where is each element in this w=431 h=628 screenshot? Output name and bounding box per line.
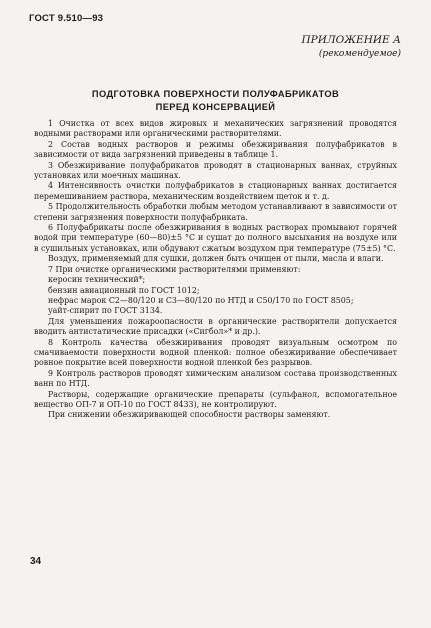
- appendix-note: (рекомендуемое): [318, 49, 401, 59]
- paragraph-4: 4 Интенсивность очистки полуфабрикатов в стационарных ваннах достигается перемешиванием раствора, механическим воздействием щеток и т. д.: [34, 181, 397, 201]
- solvent-list-item: нефрас марок С2—80/120 и С3—80/120 по НТД и С50/170 по ГОСТ 8505;: [48, 295, 354, 305]
- appendix-heading: [261, 33, 401, 61]
- paragraph-1: 1 Очистка от всех видов жировых и механических загрязнений проводятся водными растворами или органическими растворителями.: [34, 119, 397, 139]
- standard-number: ГОСТ 9.510—93: [29, 13, 104, 24]
- paragraph-8: 8 Контроль качества обезжиривания проводят визуальным осмотром по смачиваемости поверхности водной пленкой: полное обезжиривание обеспечивает ровное покрытие всей поверхности водной пленкой без разрывов.: [34, 337, 397, 368]
- solvent-list-item: уайт-спирит по ГОСТ 3134.: [48, 306, 163, 316]
- paragraph-replacement: При снижении обезжиривающей способности растворы заменяют.: [48, 410, 331, 420]
- paragraph-9: 9 Контроль растворов проводят химическим анализом состава производственных ванн по НТД.: [34, 368, 397, 389]
- paragraph-5: 5 Продолжительность обработки любым методом устанавливают в зависимости от степени загрязнения поверхности полуфабриката.: [34, 202, 397, 222]
- section-title-line-2: ПЕРЕД КОНСЕРВАЦИЕЙ: [155, 102, 276, 112]
- document-body: [34, 119, 397, 421]
- paragraph-air-drying: Воздух, применяемый для сушки, должен быть очищен от пыли, масла и влаги.: [48, 254, 384, 264]
- page-number: 34: [30, 556, 42, 567]
- solvent-list-item: керосин технический*;: [48, 275, 146, 285]
- paragraph-2: 2 Состав водных растворов и режимы обезжиривания полуфабрикатов в зависимости от вида загрязнений приведены в таблице 1.: [34, 139, 397, 160]
- solvent-list-item: бензин авиационный по ГОСТ 1012;: [48, 285, 200, 295]
- section-title-line-1: ПОДГОТОВКА ПОВЕРХНОСТИ ПОЛУФАБРИКАТОВ: [91, 89, 340, 99]
- appendix-title: ПРИЛОЖЕНИЕ А: [301, 34, 401, 46]
- paragraph-organic-solutions: Растворы, содержащие органические препараты (сульфанол, вспомогательное вещество ОП-7 и ОП-10 по ГОСТ 8433), не контролируют.: [34, 389, 397, 409]
- section-title: [40, 88, 391, 114]
- paragraph-7: 7 При очистке органическими растворителями применяют:: [48, 264, 301, 274]
- paragraph-6: 6 Полуфабрикаты после обезжиривания в водных растворах промывают горячей водой при температуре (60—80)±5 °С и сушат до полного высыхания на воздухе или в сушильных установках, или обдувают сжатым воздухом при температуре (75±5) °С.: [34, 223, 397, 253]
- paragraph-fire-safety: Для уменьшения пожароопасности в органические растворители допускается вводить антистатические присадки («Сигбол»* и др.).: [34, 316, 397, 337]
- paragraph-3: 3 Обезжиривание полуфабрикатов проводят в стационарных ваннах, струйных установках или моечных машинах.: [34, 160, 397, 181]
